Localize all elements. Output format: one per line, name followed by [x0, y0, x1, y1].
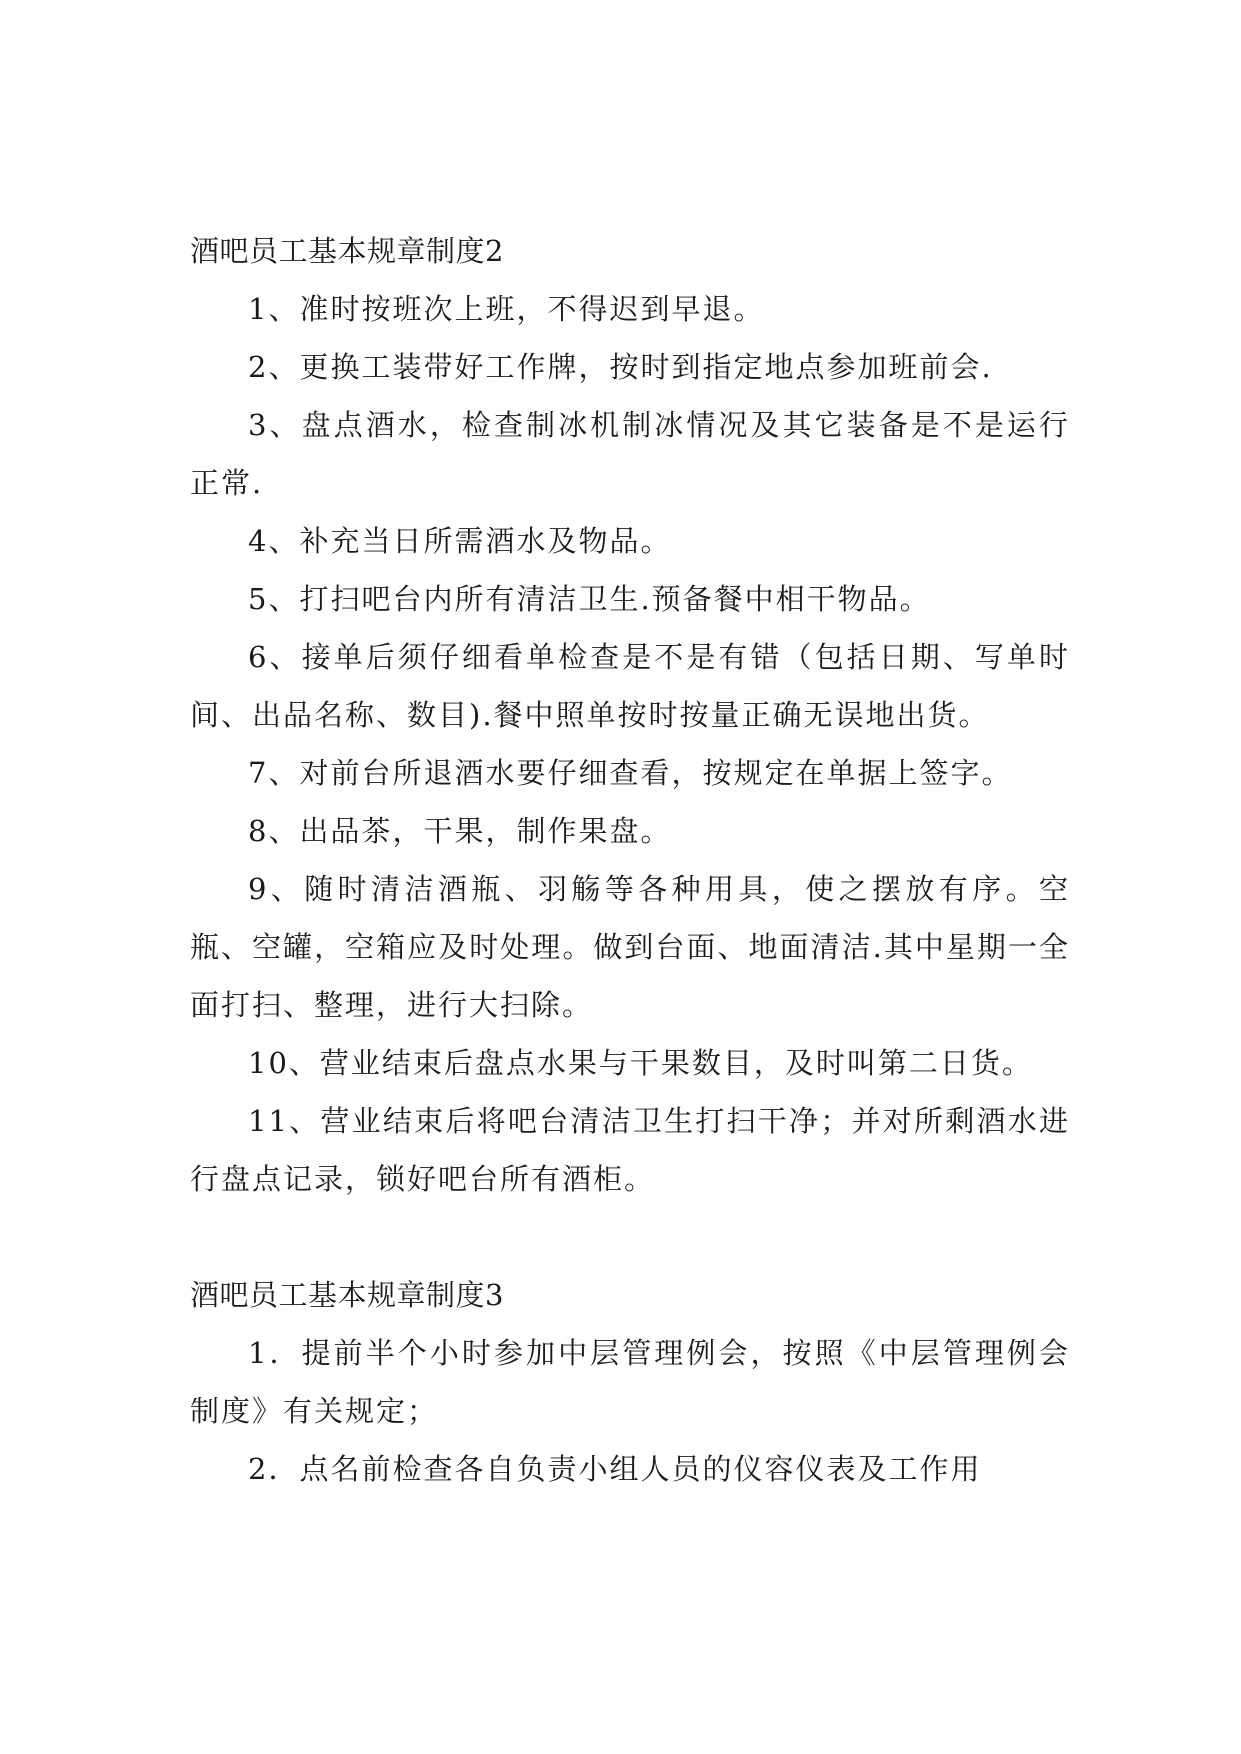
- document-body: [190, 222, 1070, 1498]
- rule-item: 6、接单后须仔细看单检查是不是有错（包括日期、写单时间、出品名称、数目).餐中照单按时按量正确无误地出货。: [190, 640, 1070, 732]
- rule-item: 2．点名前检查各自负责小组人员的仪容仪表及工作用: [248, 1452, 982, 1486]
- rule-item: 1、准时按班次上班，不得迟到早退。: [248, 292, 765, 326]
- rule-item: 7、对前台所退酒水要仔细查看，按规定在单据上签字。: [248, 756, 1013, 790]
- rule-item: 4、补充当日所需酒水及物品。: [248, 524, 672, 558]
- rule-item: 8、出品茶，干果，制作果盘。: [248, 814, 672, 848]
- section-spacer: [190, 1208, 1070, 1266]
- rule-item: 5、打扫吧台内所有清洁卫生.预备餐中相干物品。: [248, 582, 931, 616]
- rule-item: 3、盘点酒水，检查制冰机制冰情况及其它装备是不是运行正常.: [190, 408, 1070, 500]
- rule-item: 10、营业结束后盘点水果与干果数目，及时叫第二日货。: [248, 1046, 1033, 1080]
- section-title: 酒吧员工基本规章制度2: [190, 234, 504, 268]
- rule-item: 11、营业结束后将吧台清洁卫生打扫干净；并对所剩酒水进行盘点记录，锁好吧台所有酒柜。: [190, 1104, 1070, 1196]
- rule-item: 9、随时清洁酒瓶、羽觞等各种用具，使之摆放有序。空瓶、空罐，空箱应及时处理。做到台面、地面清洁.其中星期一全面打扫、整理，进行大扫除。: [190, 872, 1070, 1022]
- section-title: 酒吧员工基本规章制度3: [190, 1278, 504, 1312]
- rule-item: 2、更换工装带好工作牌，按时到指定地点参加班前会.: [248, 350, 993, 384]
- rule-item: 1．提前半个小时参加中层管理例会，按照《中层管理例会制度》有关规定；: [190, 1336, 1070, 1428]
